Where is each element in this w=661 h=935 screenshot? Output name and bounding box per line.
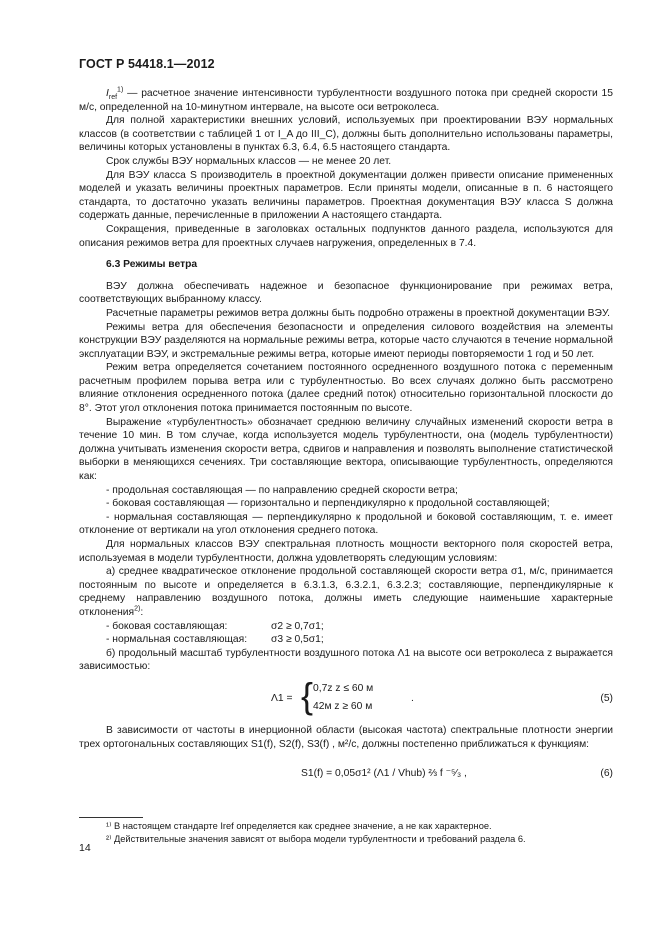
paragraph: Срок службы ВЭУ нормальных классов — не менее 20 лет. xyxy=(106,155,392,167)
formula-6 xyxy=(79,755,613,789)
formula-5-lhs: Λ1 = xyxy=(271,692,293,704)
footnote-ref-2: 2) xyxy=(134,605,141,613)
paragraph: Выражение «турбулентность» обозначает среднюю величину случайных изменений скорости ветра в течение 10 мин. В том случае, когда используется модель турбулентности, она (модель турбулентности) должна учитывать изменения скорости ветра, сдвигов и направления и позволять выполнение статистической выборки в меняющихся сечениях. Три составляющие вектора, описывающие турбулентность, определяются как: xyxy=(79,416,613,483)
formula-5-tail: . xyxy=(411,692,414,704)
footnote-2: ²⁾ Действительные значения зависят от выбора модели турбулентности и требований раздела 6. xyxy=(106,833,526,844)
formula-5 xyxy=(79,674,613,722)
standard-header: ГОСТ Р 54418.1—2012 xyxy=(79,57,215,71)
footnote-ref-1: 1) xyxy=(117,86,124,94)
list-item: - боковая составляющая — горизонтально и перпендикулярно к продольной составляющей; xyxy=(106,498,550,510)
row-value: σ2 ≥ 0,7σ1; xyxy=(271,620,324,632)
page-number: 14 xyxy=(79,842,91,854)
formula-6-expression: S1(f) = 0,05σ1² (Λ1 / Vhub) ⅔ f ⁻⁵⁄₃ , xyxy=(301,768,467,780)
list-item: - нормальная составляющая — перпендикулярно к продольной и боковой составляющим, т. е. имеет отклонение от вертикали на угол отклонения среднего потока. xyxy=(79,511,613,537)
iref-subscript: ref xyxy=(108,94,118,102)
paragraph: Для нормальных классов ВЭУ спектральная плотность мощности векторного поля скоростей ветра, используемая в модели турбулентности, должна удовлетворять следующим условиям: xyxy=(79,539,613,564)
paragraph: Расчетные параметры режимов ветра должны быть подробно отражены в проектной документации ВЭУ. xyxy=(106,307,610,319)
formula-5-case-1: 0,7z z ≤ 60 м xyxy=(313,682,374,694)
document-body xyxy=(79,87,613,789)
row-value: σ3 ≥ 0,5σ1; xyxy=(271,634,324,646)
paragraph-a: а) среднее квадратическое отклонение продольной составляющей скорости ветра σ1, м/с, принимается постоянным по высоте и определяется в 6.3.1.3, 6.3.2.1, 6.3.2.3; составляющие, перпендикулярные к среднему направлению воздушного потока, должны иметь следующие наименьшие характерные отклонения$^{2)}$: xyxy=(79,566,613,618)
paragraph: Для полной характеристики внешних условий, используемых при проектировании ВЭУ нормальных классов (в соответствии с таблицей 1 от I_A до III_C), должны быть дополнительно использованы параметры, величины которых установлены в пунктах 6.3, 6.4, 6.5 настоящего стандарта. xyxy=(79,115,613,154)
paragraph: Режимы ветра для обеспечения безопасности и определения силового воздействия на элементы конструкции ВЭУ разделяются на нормальные режимы ветра, которые часто случаются в течение нормальной эксплуатации ВЭУ, и экстремальные режимы ветра, которые имеют периоды повторяемости 1 год и 50 лет. xyxy=(79,321,613,360)
paragraph-iref xyxy=(79,87,613,114)
paragraph-iref-text: — расчетное значение интенсивности турбулентности воздушного потока при средней скорости 15 м/с, определенной на 10-минутном интервале, на высоте оси ветроколеса. xyxy=(79,88,613,113)
paragraph: Режим ветра определяется сочетанием постоянного осредненного воздушного потока с переменным расчетным профилем порыва ветра или с турбулентностью. Во всех случаях должно быть рассмотрено влияние отклонения осредненного потока (далее средний поток) относительно горизонтальной плоскости до 8°. Этот угол отклонения потока принимается постоянным по высоте. xyxy=(79,362,613,415)
formula-5-number: (5) xyxy=(600,692,613,704)
formula-5-brace: { xyxy=(301,674,314,716)
deviation-row-normal xyxy=(79,633,613,647)
paragraph: ВЭУ должна обеспечивать надежное и безопасное функционирование при режимах ветра, соответствующих выбранному классу. xyxy=(79,280,613,306)
footnotes xyxy=(79,820,613,845)
paragraph-a-text: а) среднее квадратическое отклонение продольной составляющей скорости ветра σ1, м/с, принимается постоянным по высоте и определяется в 6.3.1.3, 6.3.2.1, 6.3.2.3; составляющие, перпендикулярные к среднему направлению воздушного потока, должны иметь следующие наименьшие характерные отклонения xyxy=(79,566,613,618)
footnote-1: ¹⁾ В настоящем стандарте Iref определяется как среднее значение, а не как характерное. xyxy=(106,821,492,831)
row-label: - нормальная составляющая: xyxy=(106,634,248,646)
paragraph: Сокращения, приведенные в заголовках остальных подпунктов данного раздела, используются для описания режимов ветра для проектных случаев нагружения, определенных в 7.4. xyxy=(79,223,613,249)
paragraph: В зависимости от частоты в инерционной области (высокая частота) спектральные плотности энергии трех ортогональных составляющих S1(f), S2(f), S3(f) , м²/с, должны постепенно приближаться к функциям: xyxy=(79,724,613,750)
formula-5-case-2: 42м z ≥ 60 м xyxy=(313,700,373,712)
paragraph-b: б) продольный масштаб турбулентности воздушного потока Λ1 на высоте оси ветроколеса z выражается зависимостью: xyxy=(79,647,613,673)
paragraph: Для ВЭУ класса S производитель в проектной документации должен привести описание примененных моделей и указать величины проектных параметров. Если приняты модели, описанные в п. 6 настоящего стандарта, то достаточно указать величины параметров. Проектная документация ВЭУ класса S должна содержать данные, перечисленные в приложении А настоящего стандарта. xyxy=(79,169,613,222)
footnote-divider xyxy=(79,817,143,818)
list-item: - продольная составляющая — по направлению средней скорости ветра; xyxy=(106,484,458,496)
formula-6-number: (6) xyxy=(600,768,613,780)
row-label: - боковая составляющая: xyxy=(106,620,228,632)
iref-symbol: I xyxy=(106,88,109,99)
section-heading: 6.3 Режимы ветра xyxy=(106,259,198,271)
deviation-row-lateral xyxy=(79,620,613,634)
